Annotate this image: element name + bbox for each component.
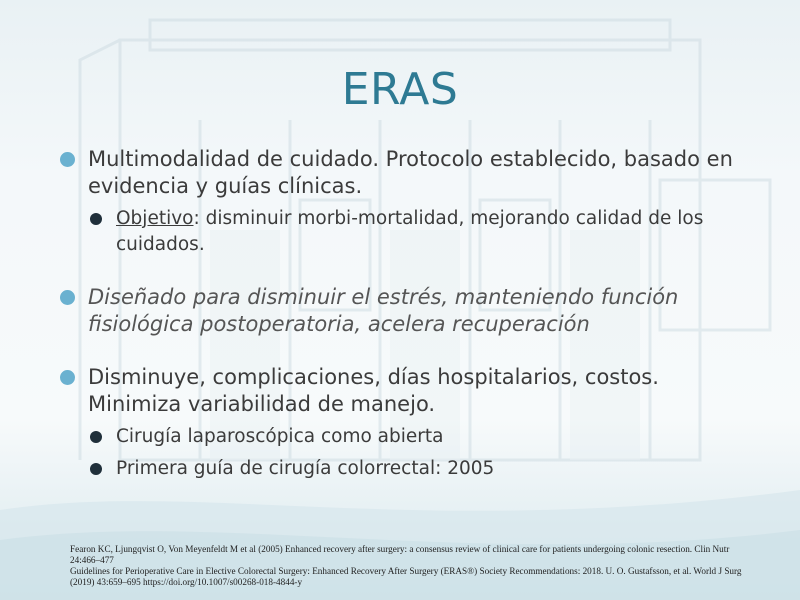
sub-bullet-dot-icon [90, 463, 102, 475]
bullet-text: Disminuye, complicaciones, días hospitalarios, costos. Minimiza variabilidad de manejo. [88, 365, 659, 416]
bullet-item [58, 146, 748, 200]
bullet-item [58, 284, 748, 338]
sub-bullet-item [58, 206, 748, 258]
reference-item: Guidelines for Perioperative Care in Elective Colorectal Surgery: Enhanced Recovery After Surgery (ERAS®) Society Recommendations: 2018. U. O. Gustafsson, et al. World J Surg (2019) 43:659–695 https://doi.org/10.1007/s00268-018-4844-y [70, 566, 742, 587]
references [70, 544, 750, 588]
reference-item: Fearon KC, Ljungqvist O, Von Meyenfeldt M et al (2005) Enhanced recovery after surgery: a consensus review of clinical care for patients undergoing colonic resection. Clin Nutr 24:466–477 [70, 544, 730, 565]
bullet-dot-icon [60, 370, 75, 385]
bullet-text: Diseñado para disminuir el estrés, manteniendo función fisiológica postoperatoria, acelera recuperación [88, 285, 679, 336]
bullet-text: Multimodalidad de cuidado. Protocolo establecido, basado en evidencia y guías clínicas. [88, 147, 733, 198]
sub-bullet-text: Cirugía laparoscópica como abierta [116, 426, 444, 447]
bullet-item [58, 364, 748, 418]
bullet-dot-icon [60, 290, 75, 305]
sub-bullet-dot-icon [90, 431, 102, 443]
slide-content [58, 146, 748, 482]
sub-bullet-text: : disminuir morbi-mortalidad, mejorando calidad de los cuidados. [116, 208, 704, 255]
bullet-dot-icon [60, 152, 75, 167]
sub-bullet-text: Primera guía de cirugía colorrectal: 2005 [116, 458, 495, 479]
slide-title: ERAS [341, 64, 459, 115]
sub-bullet-item [58, 424, 748, 450]
sub-bullet-dot-icon [90, 213, 102, 225]
objective-label: Objetivo [116, 208, 194, 229]
sub-bullet-item [58, 456, 748, 482]
